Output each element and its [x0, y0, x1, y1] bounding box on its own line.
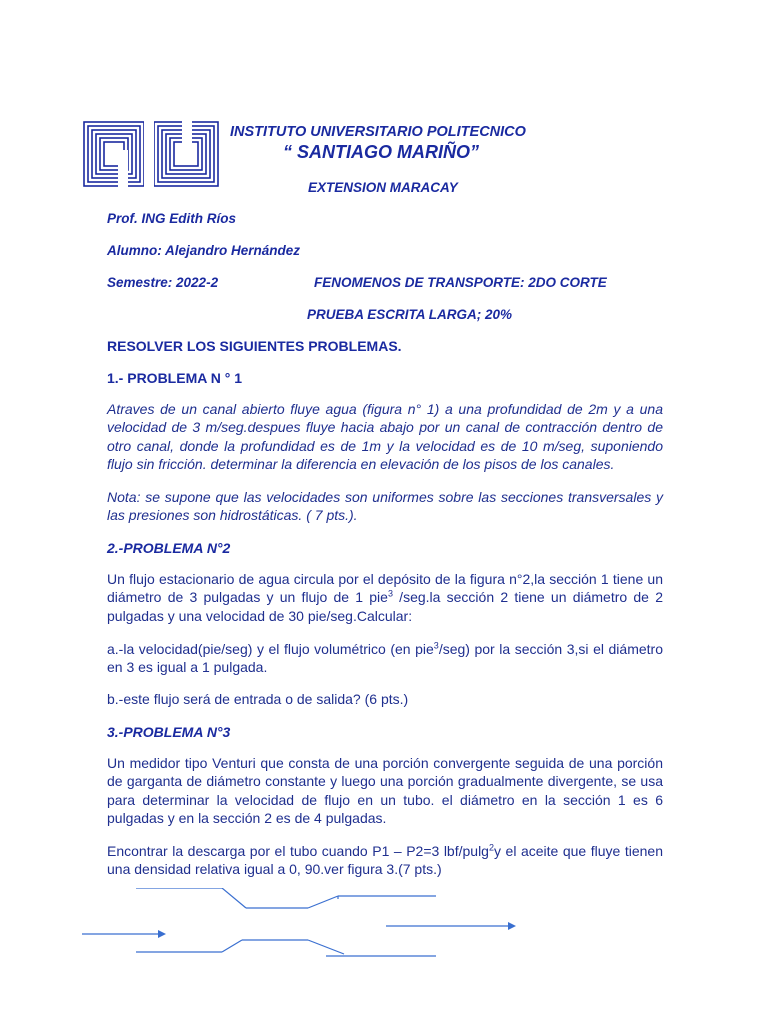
venturi-top-converging [222, 888, 246, 908]
inflow-arrow-head [158, 930, 166, 938]
professor-line: Prof. ING Edith Ríos [107, 211, 237, 226]
course-line: FENOMENOS DE TRANSPORTE: 2DO CORTE [314, 275, 607, 290]
semester-line: Semestre: 2022-2 [107, 275, 219, 290]
venturi-bottom-diverging [308, 940, 344, 954]
problem-3-text: Un medidor tipo Venturi que consta de una porción convergente seguida de una porción de garganta de diámetro constante y luego una porción gradualmente divergente, se usa para determinar la velocidad de flujo en un tubo. el diámetro en la sección 1 es 6 pulgadas y en la sección 2 es de 4 pulgadas. [107, 755, 663, 827]
problem-2-qa-a: a.-la velocidad(pie/seg) y el flujo volumétrico (en pie [107, 641, 434, 657]
problem-3-question [107, 842, 663, 879]
problem-1-note: Nota: se supone que las velocidades son uniformes sobre las secciones transversales y las presiones son hidrostáticas. ( 7 pts.). [107, 489, 663, 524]
institute-logo [82, 120, 222, 188]
institute-name: “ SANTIAGO MARIÑO” [283, 142, 479, 162]
student-line: Alumno: Alejandro Hernández [107, 243, 301, 258]
problem-2-heading: 2.-PROBLEMA N°2 [107, 540, 231, 556]
cube-superscript: 3 [433, 640, 439, 651]
square-superscript: 2 [488, 842, 494, 853]
venturi-figure [76, 888, 528, 968]
problem-2-text-b: /seg.la sección 2 tiene un diámetro de 2 pulgadas y una velocidad de 30 pie/seg.Calcular: [107, 589, 663, 624]
extension-title: EXTENSION MARACAY [308, 180, 458, 195]
venturi-bottom-converging [222, 940, 242, 952]
problem-2-question-b: b.-este flujo será de entrada o de salida? (6 pts.) [107, 691, 409, 707]
exam-line: PRUEBA ESCRITA LARGA; 20% [307, 307, 513, 322]
cube-superscript: 3 [387, 588, 393, 599]
outflow-arrow-head [508, 922, 516, 930]
problem-3-q-b: y el aceite que fluye tienen una densidad relativa igual a 0, 90.ver figura 3.(7 pts.) [107, 843, 663, 878]
problem-1-heading: 1.- PROBLEMA N ° 1 [107, 370, 242, 386]
instructions-heading: RESOLVER LOS SIGUIENTES PROBLEMAS. [107, 338, 402, 354]
institute-title: INSTITUTO UNIVERSITARIO POLITECNICO [230, 124, 526, 140]
problem-1-text: Atraves de un canal abierto fluye agua (figura n° 1) a una profundidad de 2m y a una velocidad de 3 m/seg.despues fluye hacia abajo por un canal de contracción dentro de otro canal, donde la profundidad es de 1m y la velocidad es de 10 m/seg, suponiendo flujo sin fricción. determinar la diferencia en elevación de los pisos de los canales. [107, 401, 663, 473]
problem-2-qa-b: /seg) por la sección 3,si el diámetro en 3 es igual a 1 pulgada. [107, 641, 663, 676]
problem-3-heading: 3.-PROBLEMA N°3 [107, 724, 231, 740]
problem-2-question-a [107, 640, 663, 677]
problem-2-text-a: Un flujo estacionario de agua circula por el depósito de la figura n°2,la sección 1 tiene un diámetro de 3 pulgadas y un flujo de 1 pie [107, 571, 663, 606]
problem-3-q-a: Encontrar la descarga por el tubo cuando P1 – P2=3 lbf/pulg [107, 843, 489, 859]
venturi-top-diverging [308, 896, 338, 908]
problem-2-text [107, 570, 663, 625]
